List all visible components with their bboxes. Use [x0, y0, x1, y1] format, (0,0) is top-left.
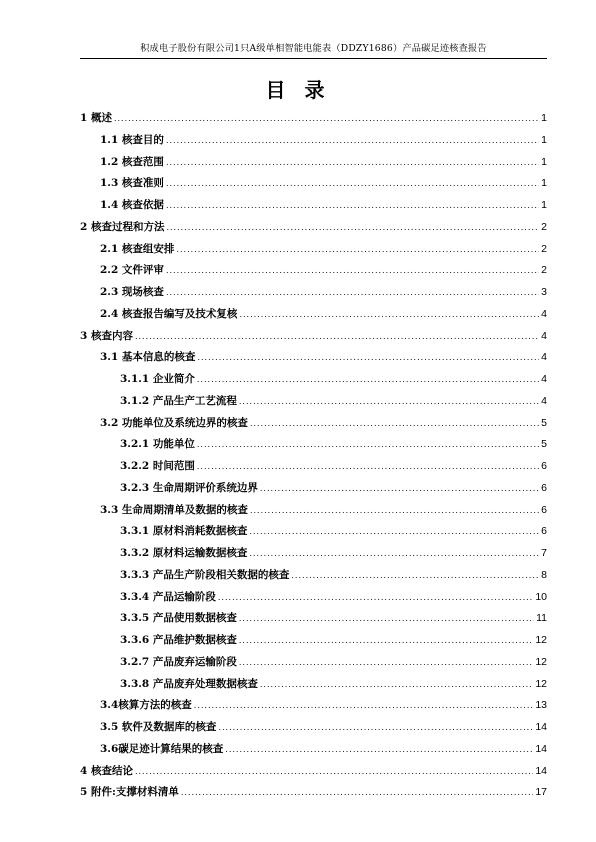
toc-entry[interactable]	[80, 782, 547, 804]
toc-page-number: 2	[541, 264, 547, 277]
toc-leader-dots	[239, 652, 533, 674]
toc-entry[interactable]	[80, 239, 547, 261]
toc-entry-label: 3 核查内容	[80, 329, 133, 342]
toc-leader-dots	[249, 543, 539, 565]
toc-leader-dots	[181, 782, 533, 804]
toc-page-number: 1	[541, 177, 547, 190]
toc-entry-label: 3.1 基本信息的核查	[100, 351, 196, 364]
toc-leader-dots	[197, 434, 539, 456]
toc-page-number: 11	[536, 612, 547, 625]
toc-page-number: 7	[541, 547, 547, 559]
toc-leader-dots	[166, 282, 539, 304]
toc-entry[interactable]	[80, 173, 547, 195]
toc-entry[interactable]	[80, 565, 547, 587]
toc-page-number: 4	[541, 373, 547, 385]
toc-entry[interactable]	[80, 500, 547, 522]
toc-page-number: 14	[535, 742, 547, 755]
toc-entry[interactable]	[80, 434, 547, 456]
toc-leader-dots	[249, 521, 539, 543]
toc-page-number: 4	[541, 394, 547, 407]
toc-page-number: 2	[541, 242, 547, 255]
toc-entry-label: 3.3.1 原材料消耗数据核查	[120, 525, 248, 538]
toc-entry-label: 2.3 现场核查	[100, 286, 164, 298]
toc-leader-dots	[176, 239, 539, 261]
toc-entry[interactable]	[80, 108, 547, 130]
toc-leader-dots	[239, 391, 539, 413]
toc-entry-label: 5 附件:支撑材料清单	[80, 786, 179, 799]
table-of-contents	[80, 108, 547, 804]
toc-entry-label: 3.3.2 原材料运输数据核查	[120, 547, 248, 559]
toc-leader-dots	[239, 304, 539, 326]
toc-leader-dots	[135, 326, 539, 348]
toc-entry[interactable]	[80, 304, 547, 326]
toc-leader-dots	[166, 260, 539, 282]
toc-entry[interactable]	[80, 326, 547, 348]
toc-leader-dots	[260, 478, 539, 500]
toc-leader-dots	[166, 217, 539, 239]
toc-entry[interactable]	[80, 152, 547, 174]
toc-entry-label: 3.2.3 生命周期评价系统边界	[120, 481, 258, 494]
toc-entry-label: 1 概述	[80, 112, 112, 124]
toc-page-number: 10	[535, 590, 547, 603]
toc-leader-dots	[250, 413, 539, 435]
toc-entry-label: 3.2.2 时间范围	[120, 460, 195, 472]
toc-page-number: 6	[541, 481, 547, 494]
toc-page-number: 6	[541, 460, 547, 472]
toc-entry[interactable]	[80, 260, 547, 282]
toc-entry-label: 1.1 核查目的	[100, 133, 164, 146]
toc-leader-dots	[166, 173, 539, 195]
toc-entry-label: 2.2 文件评审	[100, 264, 164, 277]
toc-leader-dots	[218, 717, 533, 739]
toc-page-number: 1	[541, 133, 547, 146]
toc-entry[interactable]	[80, 130, 547, 152]
toc-leader-dots	[166, 152, 539, 174]
toc-leader-dots	[197, 456, 539, 478]
toc-leader-dots	[166, 195, 539, 217]
toc-leader-dots	[114, 108, 539, 130]
toc-entry-label: 3.2.7 产品废弃运输阶段	[120, 655, 237, 668]
toc-entry[interactable]	[80, 369, 547, 391]
toc-entry[interactable]	[80, 543, 547, 565]
toc-page-number: 1	[541, 112, 547, 124]
toc-entry[interactable]	[80, 739, 547, 761]
toc-page-number: 13	[535, 699, 547, 712]
toc-page-number: 14	[535, 764, 547, 777]
toc-entry-label: 3.3.6 产品维护数据核查	[120, 634, 237, 646]
toc-leader-dots	[194, 695, 534, 717]
toc-page-number: 6	[541, 525, 547, 538]
toc-entry[interactable]	[80, 695, 547, 717]
toc-entry-label: 3.4核算方法的核查	[100, 699, 192, 712]
toc-page-number: 14	[535, 721, 547, 733]
toc-entry[interactable]	[80, 521, 547, 543]
toc-page-number: 1	[541, 199, 547, 211]
toc-page-number: 17	[535, 786, 547, 799]
toc-entry[interactable]	[80, 282, 547, 304]
toc-page-number: 4	[541, 307, 547, 320]
toc-leader-dots	[135, 761, 533, 783]
toc-leader-dots	[225, 739, 533, 761]
toc-page-number: 12	[535, 634, 547, 646]
toc-entry-label: 3.3 生命周期清单及数据的核查	[100, 503, 248, 516]
toc-entry-label: 3.2.1 功能单位	[120, 438, 195, 451]
toc-entry[interactable]	[80, 217, 547, 239]
toc-page-number: 5	[541, 416, 547, 429]
toc-entry[interactable]	[80, 608, 547, 630]
toc-entry[interactable]	[80, 717, 547, 739]
toc-page-number: 3	[541, 286, 547, 298]
toc-leader-dots	[197, 347, 539, 369]
toc-page-number: 4	[541, 329, 547, 342]
toc-entry[interactable]	[80, 761, 547, 783]
toc-entry-label: 3.1.2 产品生产工艺流程	[120, 394, 237, 407]
toc-entry[interactable]	[80, 587, 547, 609]
toc-leader-dots	[166, 130, 539, 152]
toc-entry[interactable]	[80, 195, 547, 217]
toc-page-number: 6	[541, 503, 547, 516]
toc-entry[interactable]	[80, 413, 547, 435]
toc-entry-label: 1.4 核查依据	[100, 199, 164, 211]
toc-entry-label: 3.5 软件及数据库的核查	[100, 721, 217, 733]
toc-entry-label: 2.4 核查报告编写及技术复核	[100, 307, 238, 320]
toc-entry[interactable]	[80, 391, 547, 413]
toc-entry-label: 1.3 核查准则	[100, 177, 164, 190]
toc-entry[interactable]	[80, 478, 547, 500]
toc-leader-dots	[250, 500, 539, 522]
toc-page-number: 12	[535, 677, 547, 690]
toc-entry-label: 3.3.5 产品使用数据核查	[120, 612, 237, 625]
toc-entry-label: 4 核查结论	[80, 764, 133, 777]
toc-entry[interactable]	[80, 652, 547, 674]
toc-page-number: 1	[541, 155, 547, 168]
toc-entry-label: 2.1 核查组安排	[100, 242, 175, 255]
toc-entry[interactable]	[80, 347, 547, 369]
toc-entry[interactable]	[80, 674, 547, 696]
toc-entry-label: 3.3.8 产品废弃处理数据核查	[120, 677, 258, 690]
toc-entry-label: 3.6碳足迹计算结果的核查	[100, 742, 224, 755]
toc-entry-label: 3.1.1 企业简介	[120, 373, 195, 385]
toc-leader-dots	[239, 608, 534, 630]
toc-leader-dots	[239, 630, 533, 652]
toc-entry-label: 3.3.3 产品生产阶段相关数据的核查	[120, 568, 290, 581]
page-title: 目 录	[265, 78, 331, 102]
toc-leader-dots	[197, 369, 539, 391]
toc-leader-dots	[260, 674, 533, 696]
toc-entry[interactable]	[80, 630, 547, 652]
toc-entry-label: 3.2 功能单位及系统边界的核查	[100, 416, 248, 429]
toc-entry-label: 1.2 核查范围	[100, 155, 164, 168]
toc-entry-label: 3.3.4 产品运输阶段	[120, 590, 216, 603]
toc-page-number: 2	[541, 220, 547, 233]
toc-page-number: 8	[541, 568, 547, 581]
toc-page-number: 12	[535, 655, 547, 668]
toc-leader-dots	[291, 565, 539, 587]
page-header: 积成电子股份有限公司1只A级单相智能电能表（DDZY1686）产品碳足迹核查报告	[140, 43, 487, 54]
toc-page-number: 4	[541, 351, 547, 364]
toc-entry[interactable]	[80, 456, 547, 478]
toc-page-number: 5	[541, 438, 547, 451]
toc-entry-label: 2 核查过程和方法	[80, 220, 165, 233]
header-divider	[80, 58, 547, 59]
toc-leader-dots	[218, 587, 533, 609]
